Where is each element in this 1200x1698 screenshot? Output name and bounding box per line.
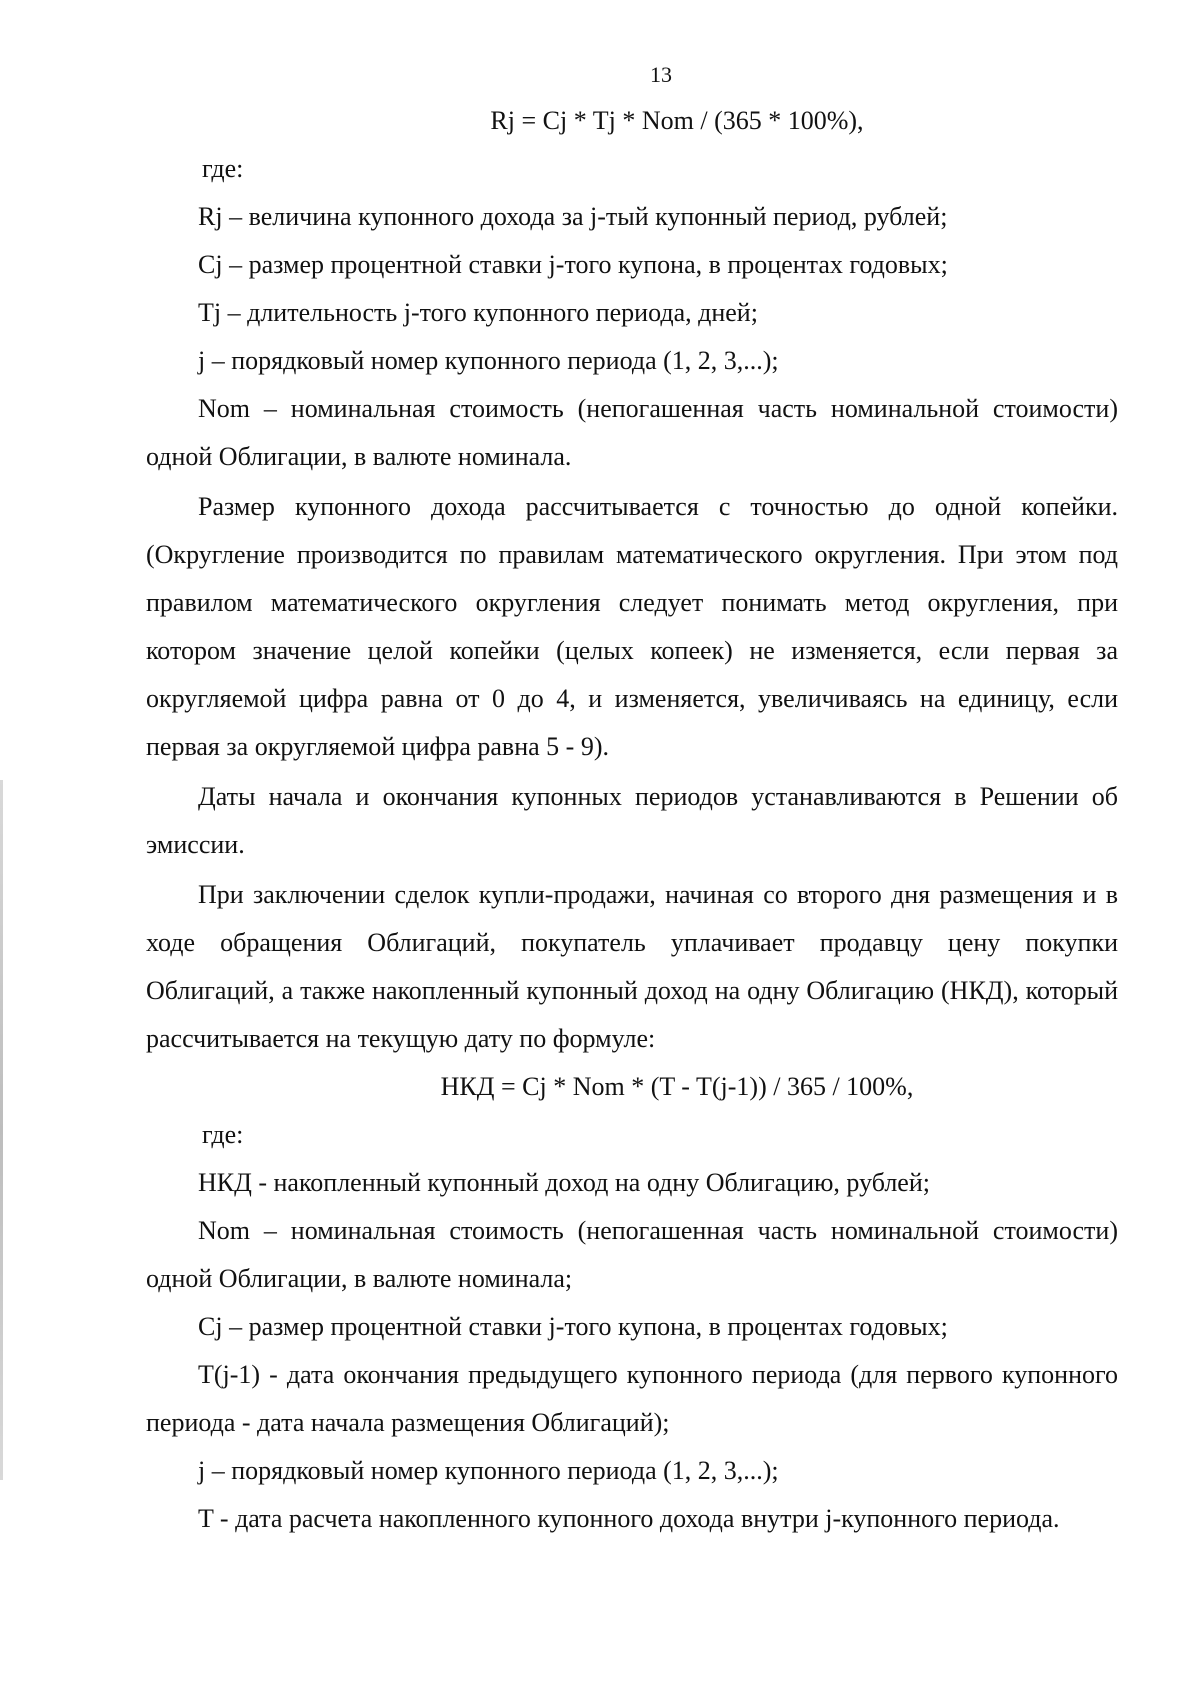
definition-rj: Rj – величина купонного дохода за j-тый купонный период, рублей;: [198, 202, 948, 231]
paragraph-coupon-dates: Даты начала и окончания купонных периодов устанавливаются в Решении об эмиссии.: [146, 782, 1118, 859]
paragraph-accrued-income: При заключении сделок купли-продажи, начиная со второго дня размещения и в ходе обращения Облигаций, покупатель уплачивает продавцу цену покупки Облигаций, а также накопленный купонный доход на одну Облигацию (НКД), который рассчитывается на текущую дату по формуле:: [146, 880, 1118, 1053]
definition-cj: Cj – размер процентной ставки j-того купона, в процентах годовых;: [198, 250, 948, 279]
definition-t: T - дата расчета накопленного купонного дохода внутри j-купонного периода.: [198, 1504, 1060, 1533]
definition-t-prev: T(j-1) - дата окончания предыдущего купонного периода (для первого купонного периода - дата начала размещения Облигаций);: [146, 1360, 1118, 1437]
where-label: где:: [202, 154, 244, 183]
definition-nom-2: Nom – номинальная стоимость (непогашенная часть номинальной стоимости) одной Облигации, в валюте номинала;: [146, 1216, 1118, 1293]
accrued-income-formula: НКД = Cj * Nom * (T - T(j-1)) / 365 / 100%,: [440, 1072, 914, 1101]
where-label-2: где:: [202, 1120, 244, 1149]
definition-j-2: j – порядковый номер купонного периода (1, 2, 3,...);: [198, 1456, 779, 1485]
definition-nom: Nom – номинальная стоимость (непогашенная часть номинальной стоимости) одной Облигации, в валюте номинала.: [146, 394, 1118, 471]
coupon-income-formula: Rj = Cj * Tj * Nom / (365 * 100%),: [490, 106, 864, 135]
page-number: 13: [650, 62, 672, 87]
definition-tj: Tj – длительность j-того купонного периода, дней;: [198, 298, 758, 327]
scan-edge-shadow: [0, 780, 3, 1480]
paragraph-rounding: Размер купонного дохода рассчитывается с точностью до одной копейки. (Округление производится по правилам математического округления. При этом под правилом математического округления следует понимать метод округления, при котором значение целой копейки (целых копеек) не изменяется, если первая за округляемой цифра равна от 0 до 4, и изменяется, увеличиваясь на единицу, если первая за округляемой цифра равна 5 - 9).: [146, 492, 1118, 761]
definition-j: j – порядковый номер купонного периода (1, 2, 3,...);: [198, 346, 779, 375]
definition-nkd: НКД - накопленный купонный доход на одну Облигацию, рублей;: [198, 1168, 930, 1197]
document-page: [146, 60, 1118, 1543]
definition-cj-2: Cj – размер процентной ставки j-того купона, в процентах годовых;: [198, 1312, 948, 1341]
